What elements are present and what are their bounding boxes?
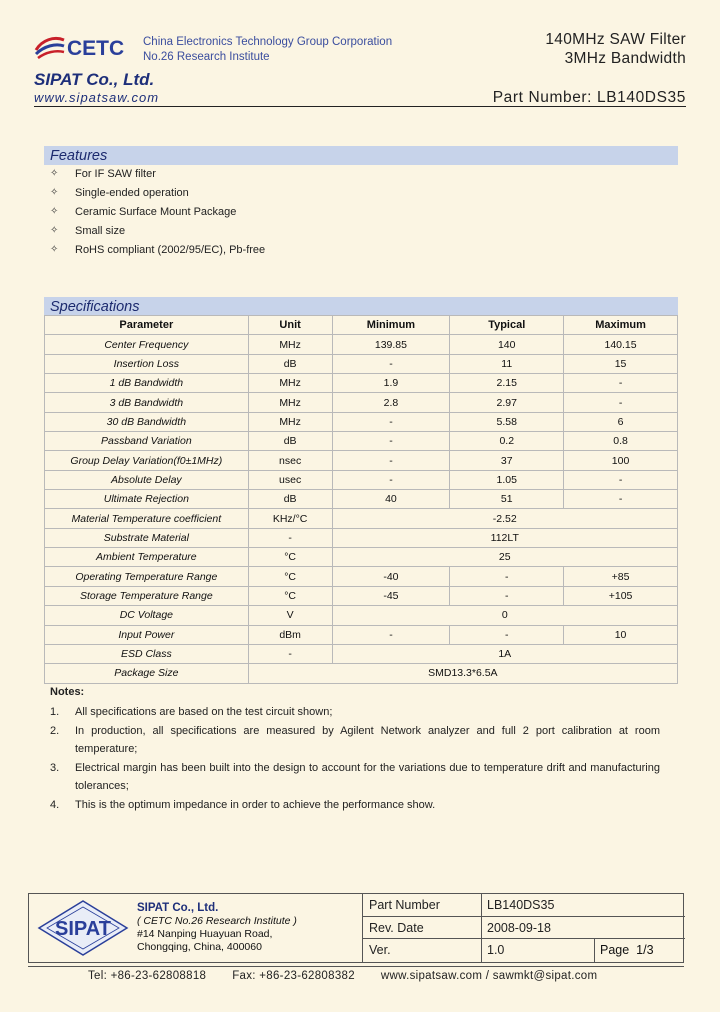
feature-text: Small size xyxy=(75,225,126,237)
fax: Fax: +86-23-62808382 xyxy=(232,970,355,982)
brand-name: SIPAT Co., Ltd. xyxy=(34,70,155,89)
table-cell: nsec xyxy=(248,451,332,470)
company-line-1: China Electronics Technology Group Corporation xyxy=(143,36,393,48)
table-cell: 25 xyxy=(332,548,677,567)
table-cell: - xyxy=(248,528,332,547)
table-cell: 139.85 xyxy=(332,335,450,354)
table-cell: Storage Temperature Range xyxy=(45,586,249,605)
note-text: All specifications are based on the test circuit shown; xyxy=(75,706,333,718)
diamond-bullet-icon: ✧ xyxy=(50,225,59,236)
table-cell: - xyxy=(564,374,678,393)
footer-institute: ( CETC No.26 Research Institute ) xyxy=(137,915,297,927)
table-row xyxy=(45,335,678,354)
table-cell: - xyxy=(248,644,332,663)
note-item xyxy=(50,759,660,796)
diamond-bullet-icon: ✧ xyxy=(50,244,59,255)
table-cell: - xyxy=(332,432,450,451)
table-cell: MHz xyxy=(248,412,332,431)
table-cell: 15 xyxy=(564,354,678,373)
column-header: Minimum xyxy=(332,316,450,335)
footer-box xyxy=(28,893,684,963)
sipat-logo-text: SIPAT xyxy=(55,918,111,940)
table-row xyxy=(45,393,678,412)
cetc-logo xyxy=(34,30,134,64)
diamond-bullet-icon: ✧ xyxy=(50,187,59,198)
table-cell: MHz xyxy=(248,374,332,393)
sipat-logo xyxy=(35,899,131,957)
table-row xyxy=(45,412,678,431)
column-header: Typical xyxy=(450,316,564,335)
table-cell: 0 xyxy=(332,606,677,625)
page-value: 1/3 xyxy=(636,943,654,958)
table-cell: - xyxy=(332,412,450,431)
note-item xyxy=(50,722,660,759)
table-cell: 140 xyxy=(450,335,564,354)
rev-date-row xyxy=(363,917,685,940)
rev-date-label: Rev. Date xyxy=(369,920,424,935)
page-label: Page xyxy=(600,943,630,958)
note-text: Electrical margin has been built into the design to account for the variations due to temperature drift and manufacturing tolerances; xyxy=(75,761,660,792)
table-cell: Material Temperature coefficient xyxy=(45,509,249,528)
table-cell: - xyxy=(564,490,678,509)
table-cell: °C xyxy=(248,548,332,567)
footer-address-line-2: Chongqing, China, 400060 xyxy=(137,941,262,953)
feature-item xyxy=(50,167,265,186)
header-divider xyxy=(34,106,686,107)
company-name xyxy=(143,35,392,65)
table-cell: - xyxy=(450,625,564,644)
table-cell: 112LT xyxy=(332,528,677,547)
note-number: 4. xyxy=(50,798,60,811)
table-row xyxy=(45,644,678,663)
note-number: 1. xyxy=(50,706,60,718)
table-row xyxy=(45,451,678,470)
table-cell: 5.58 xyxy=(450,412,564,431)
cetc-logo-text: CETC xyxy=(67,37,125,60)
table-cell: °C xyxy=(248,567,332,586)
table-cell: SMD13.3*6.5A xyxy=(248,664,677,683)
table-cell: 1 dB Bandwidth xyxy=(45,374,249,393)
feature-text: RoHS compliant (2002/95/EC), Pb-free xyxy=(75,244,266,256)
version-row xyxy=(363,939,685,962)
table-cell: -2.52 xyxy=(332,509,677,528)
version-label: Ver. xyxy=(369,943,391,958)
footer-company: SIPAT Co., Ltd. xyxy=(137,902,219,914)
table-row xyxy=(45,548,678,567)
table-row xyxy=(45,470,678,489)
table-cell: 2.15 xyxy=(450,374,564,393)
product-title-line-1: 140MHz SAW Filter xyxy=(545,31,686,48)
table-cell: usec xyxy=(248,470,332,489)
table-cell: - xyxy=(332,625,450,644)
note-number: 2. xyxy=(50,724,60,737)
feature-item xyxy=(50,224,265,243)
table-cell: dBm xyxy=(248,625,332,644)
table-row xyxy=(45,490,678,509)
feature-text: For IF SAW filter xyxy=(75,168,156,180)
table-cell: Ambient Temperature xyxy=(45,548,249,567)
footer-address-line-1: #14 Nanping Huayuan Road, xyxy=(137,928,273,940)
page-indicator xyxy=(600,943,654,957)
table-cell: V xyxy=(248,606,332,625)
table-cell: 30 dB Bandwidth xyxy=(45,412,249,431)
table-cell: Input Power xyxy=(45,625,249,644)
notes-title: Notes: xyxy=(50,686,85,698)
notes-section xyxy=(50,686,660,814)
table-cell: dB xyxy=(248,490,332,509)
table-cell: DC Voltage xyxy=(45,606,249,625)
diamond-bullet-icon: ✧ xyxy=(50,168,59,179)
table-cell: 1.9 xyxy=(332,374,450,393)
table-cell: 0.2 xyxy=(450,432,564,451)
table-row xyxy=(45,567,678,586)
table-cell: 3 dB Bandwidth xyxy=(45,393,249,412)
table-row xyxy=(45,586,678,605)
table-cell: Center Frequency xyxy=(45,335,249,354)
table-cell: -45 xyxy=(332,586,450,605)
table-cell: +105 xyxy=(564,586,678,605)
part-number-header: Part Number: LB140DS35 xyxy=(492,89,686,106)
table-cell: KHz/°C xyxy=(248,509,332,528)
column-header: Maximum xyxy=(564,316,678,335)
note-text: This is the optimum impedance in order to achieve the performance show. xyxy=(75,798,436,811)
feature-item xyxy=(50,205,265,224)
table-row xyxy=(45,606,678,625)
table-cell: Group Delay Variation(f0±1MHz) xyxy=(45,451,249,470)
specifications-table xyxy=(44,315,678,684)
feature-text: Ceramic Surface Mount Package xyxy=(75,206,237,218)
table-cell: Absolute Delay xyxy=(45,470,249,489)
part-number-row xyxy=(363,894,685,917)
table-row xyxy=(45,625,678,644)
table-cell: 11 xyxy=(450,354,564,373)
note-item xyxy=(50,796,660,815)
table-row xyxy=(45,664,678,683)
feature-item xyxy=(50,186,265,205)
specifications-heading: Specifications xyxy=(44,297,678,316)
features-list xyxy=(50,167,265,262)
features-heading: Features xyxy=(44,146,678,165)
part-number-value: LB140DS35 xyxy=(487,898,555,912)
table-cell: 10 xyxy=(564,625,678,644)
table-cell: - xyxy=(332,451,450,470)
table-header-row xyxy=(45,316,678,335)
table-cell: 0.8 xyxy=(564,432,678,451)
table-cell: - xyxy=(332,470,450,489)
feature-item xyxy=(50,243,265,262)
table-cell: 2.8 xyxy=(332,393,450,412)
table-row xyxy=(45,509,678,528)
table-cell: Package Size xyxy=(45,664,249,683)
rev-date-value: 2008-09-18 xyxy=(487,920,551,935)
table-cell: - xyxy=(332,354,450,373)
table-cell: °C xyxy=(248,586,332,605)
note-item xyxy=(50,703,660,722)
version-value: 1.0 xyxy=(487,943,505,958)
table-cell: dB xyxy=(248,432,332,451)
table-cell: 1A xyxy=(332,644,677,663)
diamond-bullet-icon: ✧ xyxy=(50,206,59,217)
table-row xyxy=(45,528,678,547)
table-cell: MHz xyxy=(248,335,332,354)
table-cell: +85 xyxy=(564,567,678,586)
contact-divider xyxy=(28,966,684,967)
table-cell: Substrate Material xyxy=(45,528,249,547)
table-cell: 40 xyxy=(332,490,450,509)
table-cell: 100 xyxy=(564,451,678,470)
table-cell: 6 xyxy=(564,412,678,431)
footer-address xyxy=(137,902,297,954)
column-header: Unit xyxy=(248,316,332,335)
table-cell: 37 xyxy=(450,451,564,470)
table-cell: Ultimate Rejection xyxy=(45,490,249,509)
contact-line xyxy=(88,970,597,982)
document-info-grid xyxy=(362,894,684,962)
table-cell: -40 xyxy=(332,567,450,586)
table-cell: Passband Variation xyxy=(45,432,249,451)
product-title-line-2: 3MHz Bandwidth xyxy=(564,50,686,67)
note-text: In production, all specifications are measured by Agilent Network analyzer and full 2 port calibration at room temperature; xyxy=(75,724,660,755)
table-cell: - xyxy=(450,586,564,605)
table-cell: Operating Temperature Range xyxy=(45,567,249,586)
table-cell: dB xyxy=(248,354,332,373)
feature-text: Single-ended operation xyxy=(75,187,189,199)
company-line-2: No.26 Research Institute xyxy=(143,51,270,63)
column-header: Parameter xyxy=(45,316,249,335)
website-link[interactable]: www.sipatsaw.com xyxy=(34,90,160,105)
table-cell: MHz xyxy=(248,393,332,412)
product-title xyxy=(545,30,686,68)
table-row xyxy=(45,354,678,373)
note-number: 3. xyxy=(50,761,60,774)
table-cell: 51 xyxy=(450,490,564,509)
table-row xyxy=(45,374,678,393)
table-cell: - xyxy=(564,470,678,489)
table-cell: ESD Class xyxy=(45,644,249,663)
table-cell: 1.05 xyxy=(450,470,564,489)
web-email-link[interactable]: www.sipatsaw.com / sawmkt@sipat.com xyxy=(380,970,598,982)
table-row xyxy=(45,432,678,451)
table-cell: 140.15 xyxy=(564,335,678,354)
table-cell: 2.97 xyxy=(450,393,564,412)
table-cell: - xyxy=(564,393,678,412)
part-number-label: Part Number xyxy=(369,898,440,912)
table-cell: Insertion Loss xyxy=(45,354,249,373)
telephone: Tel: +86-23-62808818 xyxy=(88,970,207,982)
table-cell: - xyxy=(450,567,564,586)
